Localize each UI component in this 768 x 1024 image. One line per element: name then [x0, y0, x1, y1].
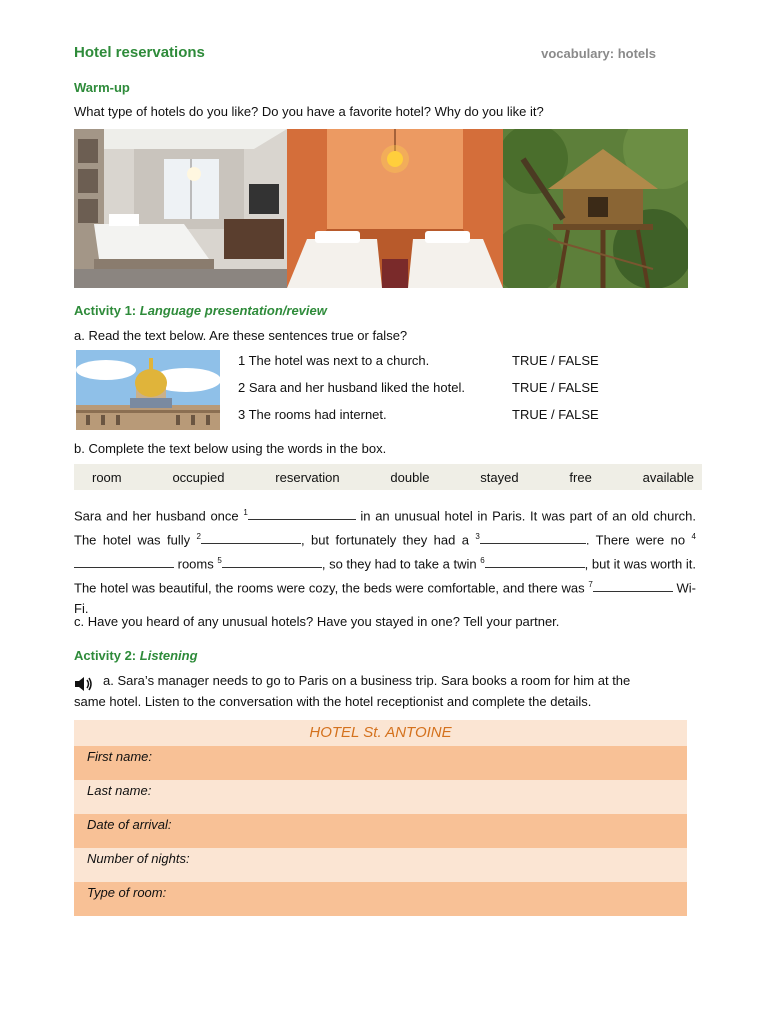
gap-6-blank[interactable] [485, 555, 585, 568]
treehouse-photo [503, 129, 688, 288]
form-row-last-name[interactable] [74, 780, 687, 814]
hotel-room-photo [74, 129, 287, 288]
gap-fill-text [74, 503, 696, 619]
field-label: Date of arrival: [87, 817, 172, 832]
text-segment: . There were no [585, 532, 692, 548]
page-title: Hotel reservations [74, 44, 205, 61]
gap-number: 2 [196, 531, 201, 541]
warmup-photos [74, 129, 688, 288]
word-reservation: reservation [275, 469, 340, 485]
statement-1-answer: TRUE / FALSE [512, 353, 599, 368]
statement-2: 2 Sara and her husband liked the hotel. [238, 380, 465, 395]
activity1-heading [74, 303, 327, 318]
form-row-number-of-nights[interactable] [74, 848, 687, 882]
church-photo [76, 350, 220, 430]
word-stayed: stayed [480, 469, 519, 485]
text-segment: Sara and her husband once [74, 508, 244, 524]
hotel-form-title: HOTEL St. ANTOINE [74, 720, 687, 746]
form-row-first-name[interactable] [74, 746, 687, 780]
gap-5-blank[interactable] [222, 555, 322, 568]
gap-number: 1 [243, 508, 248, 517]
activity2-part-a-line1: a. Sara’s manager needs to go to Paris on a business trip. Sara books a room for him at the [103, 673, 631, 688]
statement-3-answer: TRUE / FALSE [512, 407, 599, 422]
activity1-heading-subtitle: Language presentation/review [139, 303, 327, 318]
word-room: room [92, 469, 122, 485]
text-segment: , so they had to take a twin [321, 556, 481, 572]
activity1-part-c: c. Have you heard of any unusual hotels? Have you stayed in one? Tell your partner. [74, 614, 560, 629]
activity1-part-a: a. Read the text below. Are these sentences true or false? [74, 328, 408, 343]
activity1-part-b: b. Complete the text below using the words in the box. [74, 441, 387, 456]
activity1-heading-label: Activity 1: [74, 303, 137, 318]
gap-number: 6 [480, 555, 485, 565]
gap-4-blank[interactable] [74, 555, 174, 568]
warmup-question: What type of hotels do you like? Do you have a favorite hotel? Why do you like it? [74, 104, 544, 119]
text-segment: , but it was worth it. The hotel was beautiful, the rooms were cozy, the beds were comfortable, and there was [74, 556, 697, 596]
field-label: Type of room: [87, 885, 167, 900]
text-segment: Wi-Fi. [74, 580, 696, 616]
topic-label: vocabulary: hotels [541, 46, 656, 61]
gap-2-blank[interactable] [201, 531, 301, 544]
statement-3: 3 The rooms had internet. [238, 407, 387, 422]
warmup-heading: Warm-up [74, 80, 130, 95]
word-available: available [642, 469, 694, 485]
word-occupied: occupied [172, 469, 225, 485]
gap-number: 5 [217, 555, 222, 565]
word-box [74, 464, 702, 490]
hotel-form [74, 720, 687, 916]
word-free: free [569, 469, 592, 485]
activity2-heading [74, 648, 198, 663]
form-row-date-of-arrival[interactable] [74, 814, 687, 848]
gap-1-blank[interactable] [248, 507, 356, 520]
statement-1: 1 The hotel was next to a church. [238, 353, 430, 368]
gap-number: 3 [475, 531, 480, 541]
field-label: Last name: [87, 783, 152, 798]
word-double: double [390, 469, 430, 485]
text-segment: , but fortunately they had a [300, 532, 476, 548]
activity2-heading-label: Activity 2: [74, 648, 137, 663]
text-segment: rooms [174, 556, 218, 572]
activity2-part-a-line2: same hotel. Listen to the conversation with the hotel receptionist and complete the details. [74, 694, 592, 709]
field-label: Number of nights: [87, 851, 190, 866]
capsule-room-photo [287, 129, 503, 288]
form-row-type-of-room[interactable] [74, 882, 687, 916]
gap-number: 4 [691, 531, 696, 541]
gap-3-blank[interactable] [480, 531, 586, 544]
field-label: First name: [87, 749, 153, 764]
text-segment: in an unusual hotel in Paris. It was part of an old church. The hotel was fully [74, 508, 696, 548]
statement-2-answer: TRUE / FALSE [512, 380, 599, 395]
gap-number: 7 [588, 579, 593, 589]
gap-7-blank[interactable] [593, 579, 673, 592]
activity2-heading-subtitle: Listening [139, 648, 198, 663]
